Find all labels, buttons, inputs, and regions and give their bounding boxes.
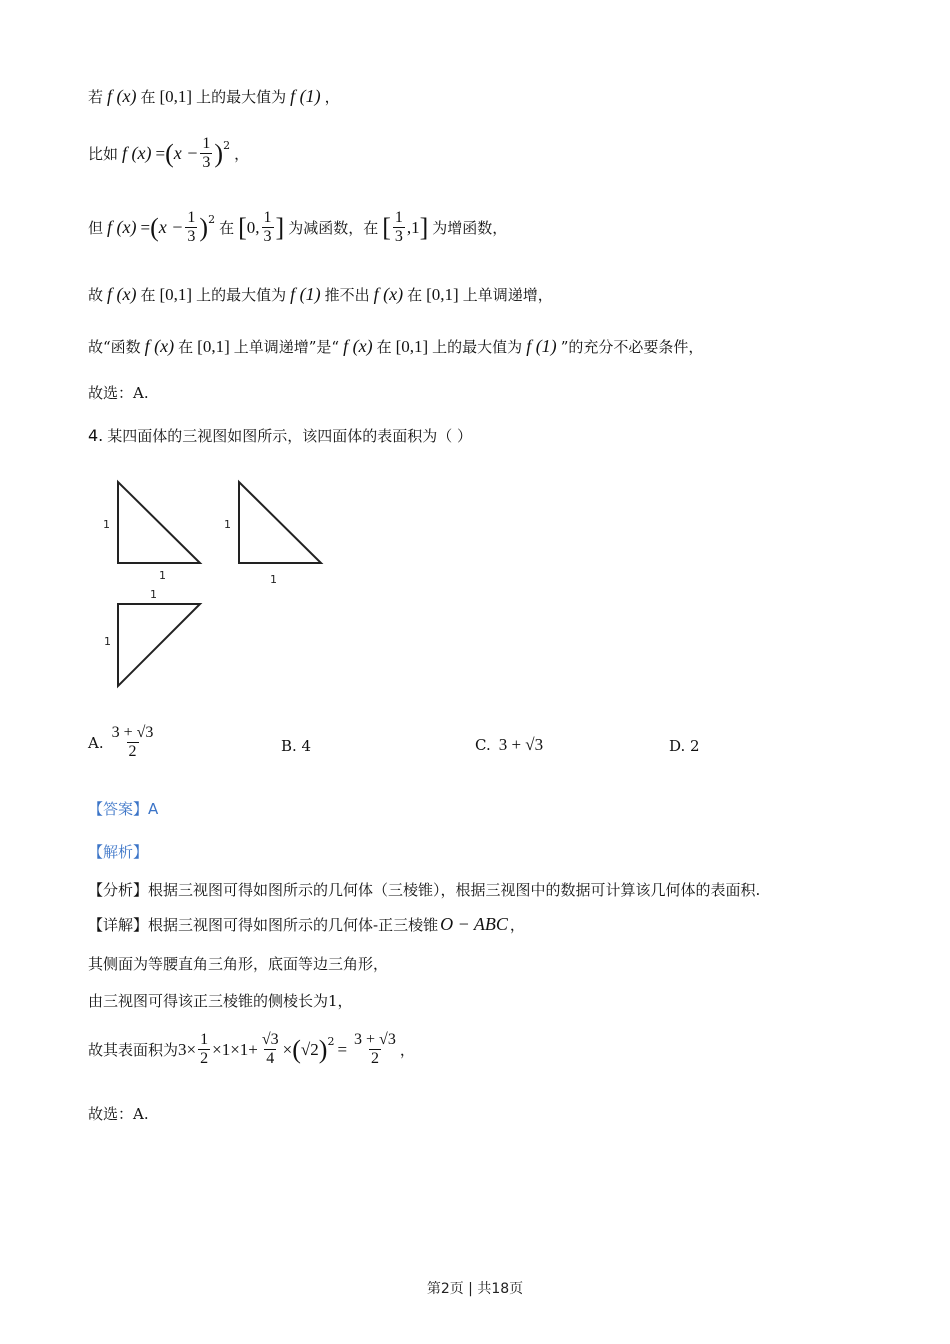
fraction-sqrt3-over-4: $\frac{√3}{4}$ [261,1031,279,1067]
option-a [88,725,157,760]
question-4 [88,425,472,446]
text: 故选：A. [88,1105,149,1123]
text: 上的最大值为 [432,338,523,356]
option-b [281,737,311,755]
text: 比如 [88,145,119,164]
text: 上的最大值为 [196,88,287,106]
analysis-xiangjie [88,914,525,935]
bracket-left: [ [382,212,391,242]
text: 故其表面积为 [88,1041,179,1060]
text: 推不出 [324,286,370,304]
analysis-line-2 [88,953,388,974]
text: 上单调递增”是“ [233,338,340,356]
exponent: 2 [223,139,231,153]
text: 在 [140,286,156,304]
math: × [282,1039,293,1059]
text: 其侧面为等腰直角三角形，底面等边三角形， [88,955,389,973]
math-fx: f (x) [144,336,175,356]
text-line-1 [88,86,340,107]
figure-label: 1 [103,518,110,531]
math-interval: [0,1] [395,336,429,356]
answer-value: A [148,799,159,818]
text: ， [509,916,525,934]
text: 但 [88,219,104,238]
text: 若 [88,88,104,106]
math: 3× [178,1039,197,1059]
math-fx: f (x) [107,217,137,238]
math: ×1×1+ [212,1039,258,1059]
fraction-one-third: $\frac{1}{3}$ [187,209,196,245]
fraction-one-third: $\frac{1}{3}$ [394,209,403,245]
analysis-tag-text: 【解析】 [88,843,149,861]
math-eq: = [155,143,166,163]
analysis-line-3 [88,990,353,1011]
figure-label: 1 [224,518,231,531]
fraction-one-third: $\frac{1}{3}$ [202,135,211,171]
option-c-value: 3 + √3 [498,735,544,754]
text: 为增函数， [432,219,508,238]
option-label: A. [88,733,104,752]
paren-right: ) [318,1034,328,1064]
text-line-2 [88,136,249,171]
text: 为减函数，在 [288,219,379,238]
paren-right: ) [214,138,224,168]
text: 在 [178,338,194,356]
bracket-right: ] [275,212,285,242]
text: ”的充分不必要条件， [560,338,704,356]
fraction-one-third: $\frac{1}{3}$ [263,209,272,245]
answer-line [88,798,158,819]
side-view-triangle [239,482,321,563]
text: 上的最大值为 [196,286,287,304]
text: 在 [219,219,235,238]
math-interval: [0,1] [159,86,193,106]
text: ， [324,88,340,106]
text-line-6 [88,382,149,403]
paren-right: ) [199,212,209,242]
math-fx: f (x) [373,284,404,304]
exponent: 2 [208,213,216,227]
option-d [669,737,700,755]
option-text: D. 2 [669,737,700,755]
analysis-line-4 [88,1032,415,1067]
answer-tag: 【答案】 [88,800,149,818]
text: 故 [88,286,104,304]
math-eq: = [140,217,151,237]
text: 由三视图可得该正三棱锥的侧棱长为1， [88,992,353,1010]
top-view-triangle [118,604,200,686]
paren-left: ( [292,1034,301,1064]
question-number: 4. [88,426,104,445]
figure-label: 1 [104,635,111,648]
option-c [475,735,543,755]
math-interval: [0,1] [159,284,193,304]
option-text: B. 4 [281,737,312,755]
question-text: 某四面体的三视图如图所示，该四面体的表面积为（ ） [107,427,473,445]
bracket-right: ] [419,212,429,242]
text: 在 [140,88,156,106]
option-a-fraction: $\frac{3 + √3}{2}$ [111,724,154,760]
math-x-minus: x − [158,217,184,238]
paren-left: ( [165,138,174,168]
text: 故选：A. [88,384,149,402]
text: 【分析】根据三视图可得如图所示的几何体（三棱锥），根据三视图中的数据可计算该几何体的表面积. [88,881,761,899]
math-eq: = [337,1039,348,1059]
text: 故“函数 [88,338,141,356]
text: ， [234,145,250,164]
text: 【详解】根据三视图可得如图所示的几何体-正三棱锥 [88,916,439,934]
analysis-fenxi [88,879,760,900]
math-pyramid: O − ABC [440,914,508,934]
fraction-result: $\frac{3 + √3}{2}$ [354,1031,396,1067]
math-fx: f (x) [107,284,137,304]
math-f1: f (1) [526,336,557,356]
figure-label: 1 [159,569,166,582]
figure-label: 1 [270,573,277,586]
front-view-triangle [118,482,200,563]
math-fx: f (x) [122,143,152,164]
text: 在 [407,286,423,304]
paren-left: ( [150,212,159,242]
text-line-5 [88,336,703,357]
text-line-4 [88,284,553,305]
math-x-minus: x − [173,143,199,164]
text: ， [399,1041,415,1060]
text: 上单调递增， [462,286,553,304]
math-fx: f (x) [343,336,373,356]
math-sqrt2: √2 [300,1039,319,1059]
math-interval: [0,1] [426,284,459,304]
analysis-tag [88,841,148,862]
fraction-one-half: $\frac{1}{2}$ [200,1031,209,1067]
math-zero: 0, [246,217,260,237]
math-f1: f (1) [290,284,321,304]
text-line-3 [88,210,507,245]
math-f1: f (1) [290,86,321,106]
analysis-line-5 [88,1103,149,1124]
exponent: 2 [327,1035,335,1049]
math-one: ,1 [406,217,420,237]
math-interval: [0,1] [197,336,230,356]
page-footer: 第2页 | 共18页 [426,1281,524,1297]
bracket-left: [ [238,212,247,242]
figure-label: 1 [150,588,157,601]
math-fx: f (x) [107,86,137,106]
text: 在 [376,338,392,356]
option-label: C. [475,736,491,754]
